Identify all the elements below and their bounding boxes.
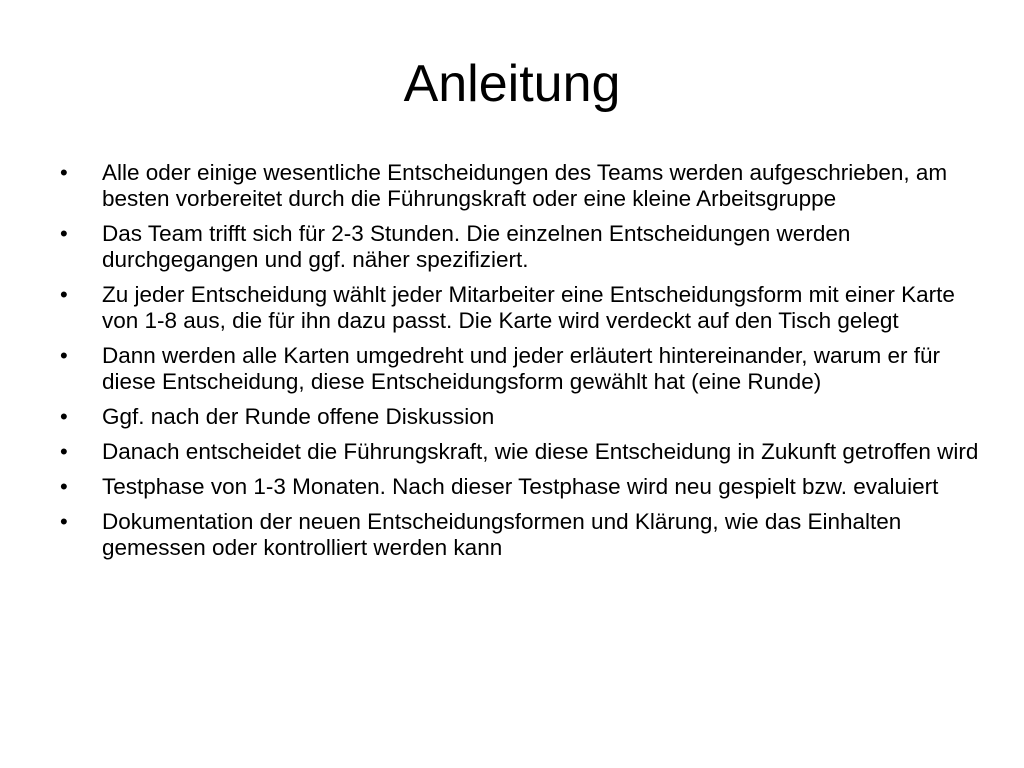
bullet-item: [60, 509, 980, 561]
bullet-text: Ggf. nach der Runde offene Diskussion: [102, 404, 495, 429]
slide-title: Anleitung: [403, 55, 621, 113]
bullet-icon: •: [60, 404, 68, 429]
bullet-icon: •: [60, 474, 68, 499]
bullet-icon: •: [60, 439, 68, 464]
bullet-item: [60, 343, 980, 395]
bullet-text: Dokumentation der neuen Entscheidungsformen und Klärung, wie das Einhalten gemessen oder kontrolliert werden kann: [102, 509, 902, 560]
bullet-list: [60, 160, 980, 570]
bullet-icon: •: [60, 221, 68, 246]
bullet-item: [60, 282, 980, 334]
bullet-icon: •: [60, 282, 68, 307]
bullet-icon: •: [60, 509, 68, 534]
bullet-icon: •: [60, 343, 68, 368]
bullet-item: [60, 221, 980, 273]
bullet-item: [60, 160, 980, 212]
bullet-item: [60, 474, 980, 500]
bullet-text: Das Team trifft sich für 2-3 Stunden. Die einzelnen Entscheidungen werden durchgegangen und ggf. näher spezifiziert.: [102, 221, 851, 272]
bullet-item: [60, 439, 980, 465]
bullet-text: Danach entscheidet die Führungskraft, wie diese Entscheidung in Zukunft getroffen wird: [102, 439, 979, 464]
bullet-text: Alle oder einige wesentliche Entscheidungen des Teams werden aufgeschrieben, am besten vorbereitet durch die Führungskraft oder eine kleine Arbeitsgruppe: [102, 160, 948, 211]
bullet-icon: •: [60, 160, 68, 185]
bullet-text: Testphase von 1-3 Monaten. Nach dieser Testphase wird neu gespielt bzw. evaluiert: [102, 474, 939, 499]
bullet-item: [60, 404, 980, 430]
bullet-text: Dann werden alle Karten umgedreht und jeder erläutert hintereinander, warum er für diese Entscheidung, diese Entscheidungsform gewählt hat (eine Runde): [102, 343, 940, 394]
bullet-text: Zu jeder Entscheidung wählt jeder Mitarbeiter eine Entscheidungsform mit einer Karte von 1-8 aus, die für ihn dazu passt. Die Karte wird verdeckt auf den Tisch gelegt: [102, 282, 955, 333]
